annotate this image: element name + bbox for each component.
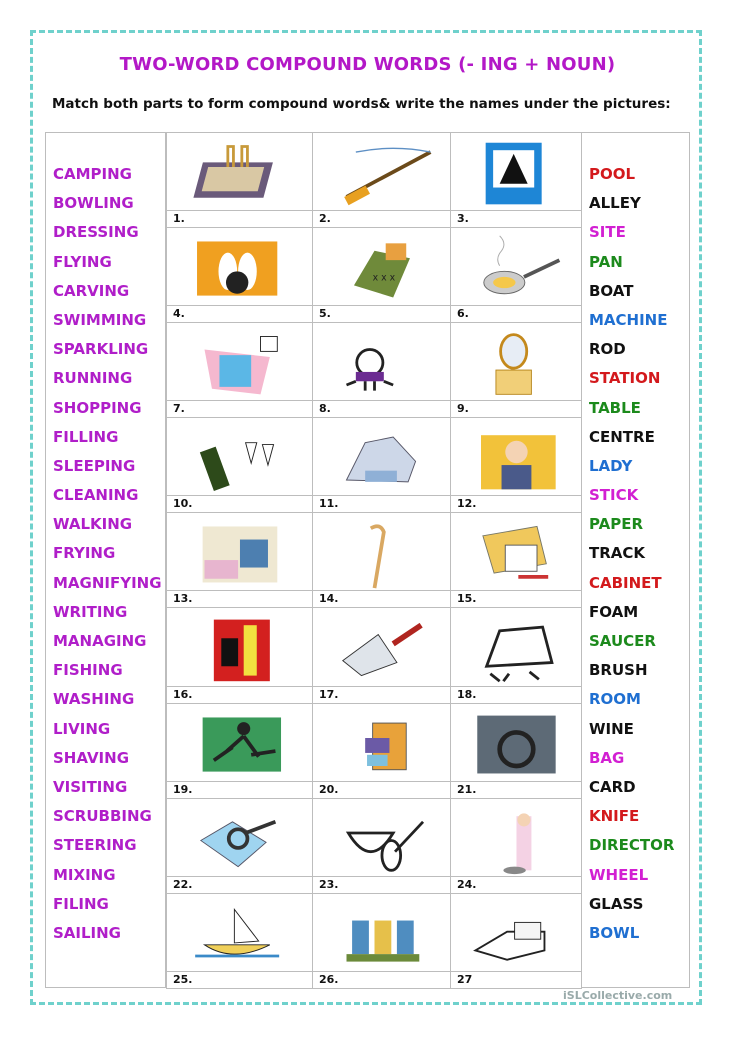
- left-word: WRITING: [53, 602, 128, 621]
- left-word: SPARKLING: [53, 340, 149, 359]
- right-word-column: [581, 132, 690, 988]
- answer-line: [313, 305, 450, 306]
- svg-text:x x x: x x x: [372, 272, 396, 284]
- writing-paper-icon: [461, 519, 571, 589]
- answer-line: [167, 876, 312, 877]
- left-word: DRESSING: [53, 223, 139, 242]
- picture-cell: [450, 132, 582, 228]
- left-word-list: [53, 160, 162, 948]
- shopping-centre-icon: [323, 424, 440, 494]
- picture-number: 12.: [457, 497, 477, 511]
- left-word: WASHING: [53, 690, 135, 709]
- right-word-list: [589, 160, 674, 948]
- left-word: SHOPPING: [53, 398, 142, 417]
- brand-watermark: iSLCollective.com: [563, 989, 673, 1002]
- left-word: BOWLING: [53, 194, 134, 213]
- picture-number: 10.: [173, 497, 193, 511]
- left-word: FISHING: [53, 661, 123, 680]
- picture-cell: [312, 607, 451, 703]
- walking-stick-icon: [323, 519, 440, 589]
- picture-cell: [312, 322, 451, 418]
- swimming-pool-icon: [177, 139, 302, 209]
- picture-number: 2.: [319, 212, 331, 226]
- picture-number: 20.: [319, 782, 339, 796]
- picture-number: 3.: [457, 212, 469, 226]
- campsite-sign-icon: [461, 139, 571, 209]
- picture-cell: [166, 227, 313, 323]
- answer-line: [167, 210, 312, 211]
- right-word: FOAM: [589, 602, 639, 621]
- filing-cabinet-icon: [323, 710, 440, 780]
- picture-cell: [312, 132, 451, 228]
- picture-number: 11.: [319, 497, 339, 511]
- answer-line: [451, 686, 581, 687]
- sleeping-bag-icon: [323, 234, 440, 304]
- picture-cell: [166, 893, 313, 989]
- answer-line: [451, 210, 581, 211]
- frying-pan-icon: [461, 234, 571, 304]
- right-word: MACHINE: [589, 310, 668, 329]
- picture-number: 8.: [319, 402, 331, 416]
- left-word: WALKING: [53, 515, 133, 534]
- picture-number: 7.: [173, 402, 185, 416]
- left-word: MANAGING: [53, 632, 147, 650]
- picture-cell: [450, 607, 582, 703]
- picture-number: 1.: [173, 212, 185, 226]
- left-word: SAILING: [53, 923, 121, 942]
- answer-line: [313, 495, 450, 496]
- picture-cell: [312, 703, 451, 799]
- picture-cell: [166, 798, 313, 894]
- picture-cell: [312, 798, 451, 894]
- carving-knife-icon: [323, 614, 440, 684]
- right-word: POOL: [589, 165, 636, 183]
- answer-line: [313, 876, 450, 877]
- answer-line: [167, 781, 312, 782]
- right-word: KNIFE: [589, 807, 640, 826]
- right-word: STICK: [589, 486, 639, 505]
- picture-number: 26.: [319, 972, 339, 986]
- right-word: ROD: [589, 340, 626, 359]
- picture-cell: [450, 417, 582, 513]
- fishing-rod-icon: [323, 139, 440, 209]
- right-word: PAN: [589, 252, 623, 271]
- right-word: CENTRE: [589, 427, 655, 446]
- left-word-column: [45, 132, 166, 988]
- left-word: FLYING: [53, 252, 112, 271]
- living-room-icon: [177, 519, 302, 589]
- picture-number: 13.: [173, 592, 193, 606]
- right-word: CABINET: [589, 573, 662, 592]
- left-word: SLEEPING: [53, 456, 136, 475]
- left-word: SHAVING: [53, 748, 130, 767]
- picture-cell: [450, 703, 582, 799]
- answer-line: [451, 971, 581, 972]
- right-word: BRUSH: [589, 661, 648, 680]
- picture-number: 16.: [173, 687, 193, 701]
- right-word: PAPER: [589, 515, 644, 534]
- answer-line: [451, 305, 581, 306]
- visiting-card-icon: [323, 329, 440, 399]
- right-word: WINE: [589, 719, 634, 738]
- picture-cell: [312, 893, 451, 989]
- picture-number: 9.: [457, 402, 469, 416]
- left-word: CAMPING: [53, 165, 132, 183]
- answer-line: [313, 971, 450, 972]
- answer-line: [313, 686, 450, 687]
- answer-line: [167, 686, 312, 687]
- picture-number: 24.: [457, 877, 477, 891]
- picture-number: 25.: [173, 972, 193, 986]
- picture-number: 19.: [173, 782, 193, 796]
- left-word: MIXING: [53, 865, 116, 884]
- picture-number: 18.: [457, 687, 477, 701]
- filling-station-icon: [323, 900, 440, 970]
- right-word: TRACK: [589, 544, 646, 563]
- right-word: SITE: [589, 223, 626, 242]
- right-word: BAG: [589, 748, 625, 767]
- magnifying-glass-icon: [177, 805, 302, 875]
- mixing-bowl-icon: [323, 805, 440, 875]
- answer-line: [313, 400, 450, 401]
- answer-line: [167, 971, 312, 972]
- picture-cell: [312, 417, 451, 513]
- picture-cell: [450, 227, 582, 323]
- left-word: FRYING: [53, 544, 116, 563]
- answer-line: [451, 400, 581, 401]
- left-word: FILLING: [53, 427, 119, 446]
- left-word: SCRUBBING: [53, 807, 152, 826]
- right-word: ROOM: [589, 690, 641, 709]
- right-word: WHEEL: [589, 865, 649, 884]
- picture-grid: [166, 132, 581, 988]
- left-word: VISITING: [53, 777, 128, 796]
- picture-number: 21.: [457, 782, 477, 796]
- running-track-icon: [177, 710, 302, 780]
- page-title: TWO-WORD COMPOUND WORDS (- ING + NOUN): [119, 54, 616, 75]
- right-word: LADY: [589, 456, 633, 475]
- answer-line: [167, 305, 312, 306]
- left-word: CLEANING: [53, 486, 139, 505]
- answer-line: [451, 876, 581, 877]
- picture-cell: [166, 417, 313, 513]
- instruction-text: Match both parts to form compound words& write the names under the pictures:: [52, 96, 671, 112]
- right-word: GLASS: [589, 894, 644, 913]
- picture-cell: [166, 512, 313, 608]
- cleaning-lady-icon: [461, 614, 571, 684]
- flying-saucer-icon: [461, 805, 571, 875]
- picture-number: 5.: [319, 307, 331, 321]
- right-word: DIRECTOR: [589, 836, 675, 855]
- picture-number: 4.: [173, 307, 185, 321]
- picture-number: 15.: [457, 592, 477, 606]
- bowling-alley-icon: [177, 234, 302, 304]
- right-word: CARD: [589, 777, 636, 796]
- picture-number: 17.: [319, 687, 339, 701]
- answer-line: [167, 590, 312, 591]
- picture-cell: [450, 322, 582, 418]
- picture-number: 23.: [319, 877, 339, 891]
- right-word: TABLE: [589, 398, 641, 417]
- picture-number: 27: [457, 972, 473, 986]
- right-word: STATION: [589, 369, 661, 388]
- answer-line: [167, 400, 312, 401]
- picture-cell: [312, 227, 451, 323]
- right-word: SAUCER: [589, 632, 656, 650]
- left-word: SWIMMING: [53, 310, 147, 329]
- picture-cell: [166, 703, 313, 799]
- sparkling-wine-icon: [177, 424, 302, 494]
- picture-cell: [166, 607, 313, 703]
- right-word: ALLEY: [589, 194, 641, 213]
- steering-wheel-icon: [461, 710, 571, 780]
- managing-director-icon: [461, 424, 571, 494]
- picture-cell: [450, 893, 582, 989]
- picture-number: 6.: [457, 307, 469, 321]
- answer-line: [313, 210, 450, 211]
- picture-cell: [312, 512, 451, 608]
- picture-cell: [450, 798, 582, 894]
- picture-number: 14.: [319, 592, 339, 606]
- picture-cell: [450, 512, 582, 608]
- answer-line: [451, 495, 581, 496]
- scrubbing-brush-icon: [461, 900, 571, 970]
- left-word: RUNNING: [53, 369, 133, 388]
- answer-line: [451, 781, 581, 782]
- picture-number: 22.: [173, 877, 193, 891]
- dressing-table-icon: [461, 329, 571, 399]
- picture-cell: [166, 322, 313, 418]
- left-word: STEERING: [53, 836, 137, 855]
- answer-line: [451, 590, 581, 591]
- answer-line: [313, 781, 450, 782]
- washing-machine-icon: [177, 329, 302, 399]
- answer-line: [313, 590, 450, 591]
- left-word: FILING: [53, 894, 109, 913]
- right-word: BOAT: [589, 281, 634, 300]
- left-word: CARVING: [53, 281, 130, 300]
- picture-cell: [166, 132, 313, 228]
- right-word: BOWL: [589, 923, 640, 942]
- sailing-boat-icon: [177, 900, 302, 970]
- shaving-foam-icon: [177, 614, 302, 684]
- left-word: MAGNIFYING: [53, 573, 162, 592]
- left-word: LIVING: [53, 719, 111, 738]
- answer-line: [167, 495, 312, 496]
